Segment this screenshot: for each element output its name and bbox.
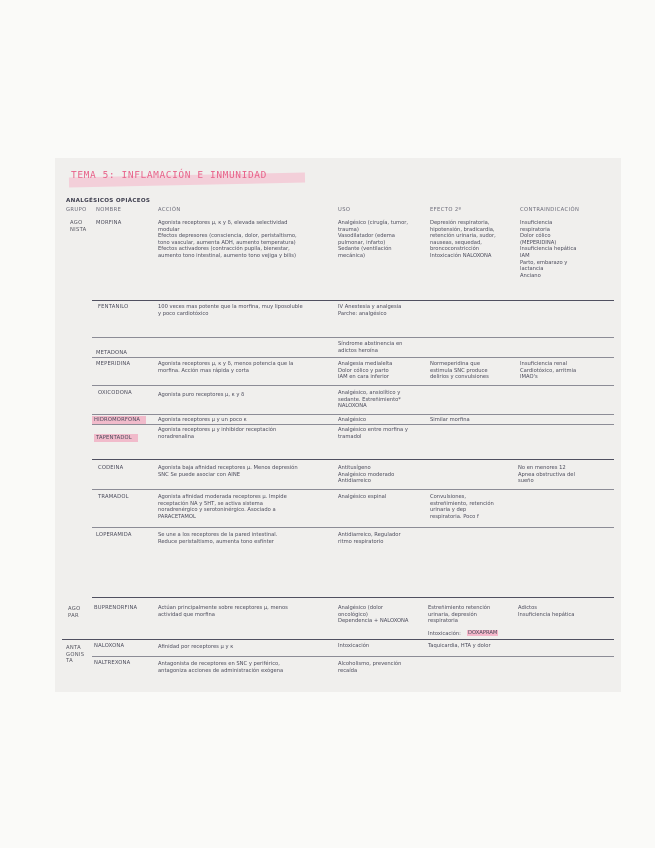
row-morfina-contra: Insuficiencia respiratoria Dolor cólico (MEPERIDINA) Insuficiencia hepática IAM Parto, embarazo y lactancia Anciano — [520, 220, 577, 279]
row-fentanilo-uso: IV Anestesia y analgesia Parche: analgésico — [338, 304, 402, 317]
row-naloxona-efecto: Taquicardia, HTA y dolor — [428, 643, 491, 649]
row-tramadol-uso: Analgésico espinal — [338, 494, 387, 500]
row-morfina-uso: Analgésico (cirugía, tumor, trauma) Vasodilatador (edema pulmonar, infarto) Sedante (ventilación mecánica) — [338, 220, 409, 259]
row-divider — [92, 300, 614, 301]
row-oxicodona-accion: Agonista puro receptores μ, κ y δ — [158, 392, 245, 398]
row-naltrexona-accion: Antagonista de receptores en SNC y periférico, antagoniza acciones de administración exógena — [158, 661, 284, 674]
header-efecto: EFECTO 2º — [430, 207, 462, 213]
row-fentanilo-accion: 100 veces mas potente que la morfina, muy liposoluble y poco cardiotóxico — [158, 304, 303, 317]
row-divider — [62, 639, 614, 640]
row-meperidina-accion: Agonista receptores μ, κ y δ, menos potencia que la morfina. Acción mas rápida y corta — [158, 361, 294, 374]
row-loperamida-accion: Se une a los receptores de la pared intestinal. Reduce peristaltismo, aumenta tono esfínter — [158, 532, 278, 545]
row-metadona-nombre: METADONA — [96, 350, 128, 356]
row-hidromorfona-efecto: Similar morfina — [430, 417, 470, 423]
row-hidromorfona-accion: Agonista receptores μ y un poco κ — [158, 417, 247, 423]
row-metadona-uso: Síndrome abstinencia en adictos heroína — [338, 341, 403, 354]
row-morfina-nombre: MORFINA — [96, 220, 122, 226]
row-divider — [92, 656, 614, 657]
row-tapentadol-uso: Analgésico entre morfina y tramadol — [338, 427, 408, 440]
header-contraindicacion: CONTRAINDICACIÓN — [520, 207, 580, 213]
row-oxicodona-nombre: OXICODONA — [98, 390, 132, 396]
row-buprenorfina-efecto: Estreñimiento retención urinaria, depresión respiratoria — [428, 605, 491, 625]
row-morfina-accion: Agonista receptores μ, κ y δ, elevada selectividad modular Efectos depresores (consciencia, dolor, peristaltismo, tono vascular, aumenta ADH, aumento temperatura) Efectos activadores (contracción pupila, bienestar, aumento tono intestinal, aumento tono vejiga y bilis) — [158, 220, 297, 259]
row-tramadol-efecto: Convulsiones, estreñimiento, retención urinaria y dep respiratoria. Poco f — [430, 494, 494, 520]
row-meperidina-nombre: MEPERIDINA — [96, 361, 131, 367]
row-oxicodona-uso: Analgésico, ansiolítico y sedante. Estreñimiento* NALOXONA — [338, 390, 401, 410]
row-hidromorfona-nombre: HIDROMORFONA — [94, 417, 141, 423]
row-naloxona-accion: Afinidad por receptores μ y κ — [158, 644, 234, 650]
row-tapentadol-accion: Agonista receptores μ y inhibidor receptación noradrenalina — [158, 427, 277, 440]
row-meperidina-uso: Analgesia medialelta Dolor cólico y parto IAM en cara inferior — [338, 361, 393, 381]
row-buprenorfina-contra: Adictos Insuficiencia hepática — [518, 605, 575, 618]
row-morfina-efecto: Depresión respiratoria, hipotensión, bradicardia, retención urinaria, sudor, nauseas, sequedad, broncoconstricción Intoxicación NALOXONA — [430, 220, 496, 259]
header-uso: USO — [338, 207, 351, 213]
group-agonista-parcial: AGO PAR — [68, 606, 81, 619]
group-antagonista: ANTA GONIS TA — [66, 645, 85, 665]
row-divider — [92, 527, 614, 528]
page-title: TEMA 5: INFLAMACIÓN E INMUNIDAD — [71, 170, 311, 188]
row-codeina-contra: No en menores 12 Apnea obstructiva del sueño — [518, 465, 575, 485]
row-meperidina-contra: Insuficiencia renal Cardiotóxico, arritmia IMAO's — [520, 361, 577, 381]
row-divider — [92, 414, 614, 415]
row-buprenorfina-uso: Analgésico (dolor oncológico) Dependencia + NALOXONA — [338, 605, 409, 625]
row-naloxona-uso: Intoxicación — [338, 643, 370, 649]
row-divider — [92, 337, 614, 338]
row-naltrexona-uso: Alcoholismo, prevención recaída — [338, 661, 402, 674]
row-tramadol-nombre: TRAMADOL — [98, 494, 129, 500]
row-divider — [92, 424, 614, 425]
row-loperamida-uso: Antidiarreico, Regulador ritmo respiratorio — [338, 532, 401, 545]
row-divider — [92, 597, 614, 598]
row-naloxona-nombre: NALOXONA — [94, 643, 125, 649]
row-tapentadol-nombre: TAPENTADOL — [96, 435, 132, 441]
row-codeina-nombre: CODEINA — [98, 465, 124, 471]
row-hidromorfona-uso: Analgésico — [338, 417, 367, 423]
row-divider — [92, 385, 614, 386]
row-buprenorfina-accion: Actúan principalmente sobre receptores μ, menos actividad que morfina — [158, 605, 288, 618]
doxapram-highlight: DOXAPRAM — [468, 630, 498, 636]
row-tramadol-accion: Agonista afinidad moderada receptores μ. Impide receptación NA y 5HT, se activa sistema noradrenérgico y serotoninérgico. Asociado a PARACETAMOL — [158, 494, 287, 520]
section-heading: ANALGÉSICOS OPIÁCEOS — [66, 198, 151, 204]
header-nombre: NOMBRE — [96, 207, 122, 213]
row-buprenorfina-intox-label: Intoxicación: — [428, 631, 461, 637]
row-codeina-uso: Antitusígeno Analgésico moderado Antidiarreico — [338, 465, 395, 485]
row-divider — [92, 459, 614, 460]
header-accion: ACCIÓN — [158, 207, 181, 213]
row-loperamida-nombre: LOPERAMIDA — [96, 532, 132, 538]
row-meperidina-efecto: Normeperidina que estimula SNC produce delirios y convulsiones — [430, 361, 489, 381]
row-divider — [92, 489, 614, 490]
row-codeina-accion: Agonista baja afinidad receptores μ. Menos depresión SNC Se puede asociar con AINE — [158, 465, 298, 478]
row-fentanilo-nombre: FENTANILO — [98, 304, 129, 310]
header-grupo: GRUPO — [66, 207, 87, 213]
row-buprenorfina-nombre: BUPRENORFINA — [94, 605, 138, 611]
row-naltrexona-nombre: NALTREXONA — [94, 660, 131, 666]
group-agonista: AGO NISTA — [70, 220, 87, 233]
row-divider — [92, 357, 614, 358]
